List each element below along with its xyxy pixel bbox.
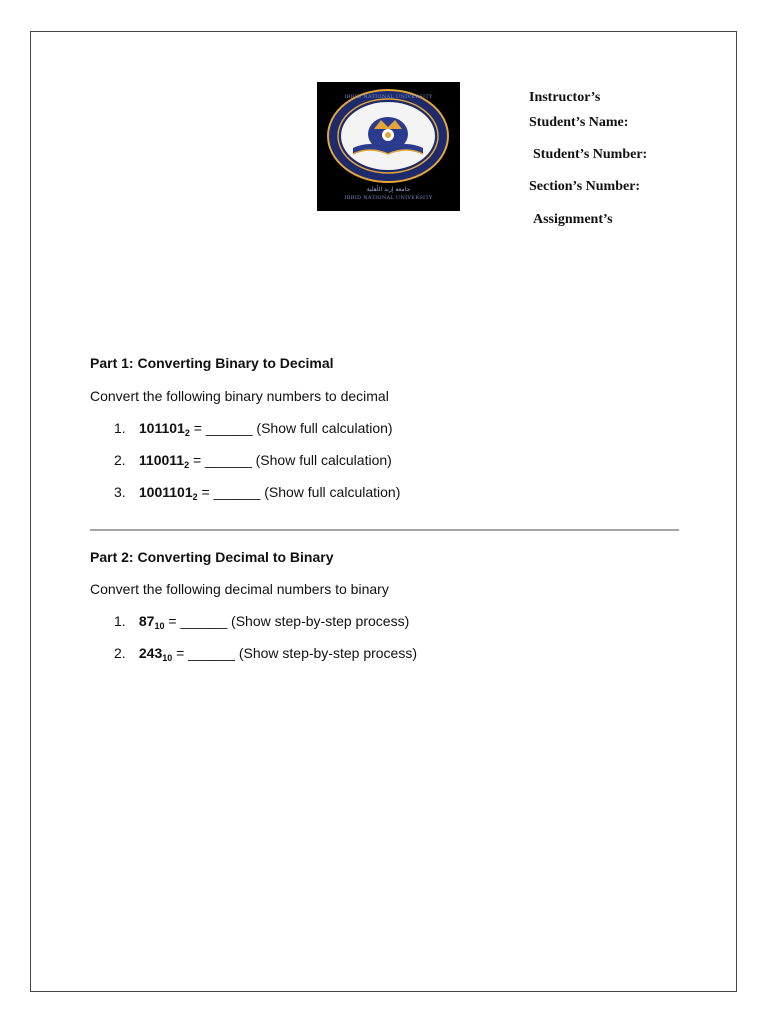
binary-value: 110011: [138, 452, 185, 468]
base-subscript: 2: [184, 428, 190, 438]
base-subscript: 2: [192, 492, 198, 502]
decimal-value: 243: [138, 645, 163, 661]
binary-value: 1001101: [138, 484, 193, 500]
logo-arc-text: IRBID NATIONAL UNIVERSITY: [344, 94, 433, 100]
question-text: = ______ (Show full calculation): [197, 484, 401, 500]
question-number: 1.: [114, 420, 126, 436]
question-number: 2.: [114, 645, 126, 661]
part2-instruction: Convert the following decimal numbers to binary: [90, 581, 389, 597]
part1-title: Part 1: Converting Binary to Decimal: [90, 355, 334, 371]
part2-title: Part 2: Converting Decimal to Binary: [90, 549, 334, 565]
section-number-label: Section’s Number:: [529, 179, 641, 194]
student-name-label: Student’s Name:: [529, 115, 629, 130]
list-item: [114, 420, 393, 436]
question-text: = ______ (Show full calculation): [189, 452, 392, 468]
instructor-label: Instructor’s: [529, 90, 601, 105]
section-divider: [90, 529, 679, 531]
decimal-value: 87: [138, 613, 155, 629]
base-subscript: 10: [162, 653, 173, 663]
list-item: [114, 484, 400, 500]
question-text: = ______ (Show step-by-step process): [164, 613, 410, 629]
question-number: 3.: [114, 484, 126, 500]
list-item: [114, 452, 392, 468]
list-item: [114, 645, 417, 661]
university-logo: [317, 82, 460, 211]
binary-value: 101101: [138, 420, 185, 436]
logo-arabic-text: جامعة إربد الأهلية: [366, 186, 411, 193]
assignment-label: Assignment’s: [533, 212, 613, 227]
logo-bottom-text: IRBID NATIONAL UNIVERSITY: [344, 195, 433, 201]
part1-instruction: Convert the following binary numbers to decimal: [90, 388, 389, 404]
question-number: 1.: [114, 613, 126, 629]
student-number-label: Student’s Number:: [533, 147, 648, 162]
document-page: [30, 31, 737, 992]
base-subscript: 2: [184, 460, 190, 470]
question-number: 2.: [114, 452, 126, 468]
list-item: [114, 613, 409, 629]
question-text: = ______ (Show full calculation): [189, 420, 393, 436]
base-subscript: 10: [154, 621, 165, 631]
question-text: = ______ (Show step-by-step process): [172, 645, 418, 661]
